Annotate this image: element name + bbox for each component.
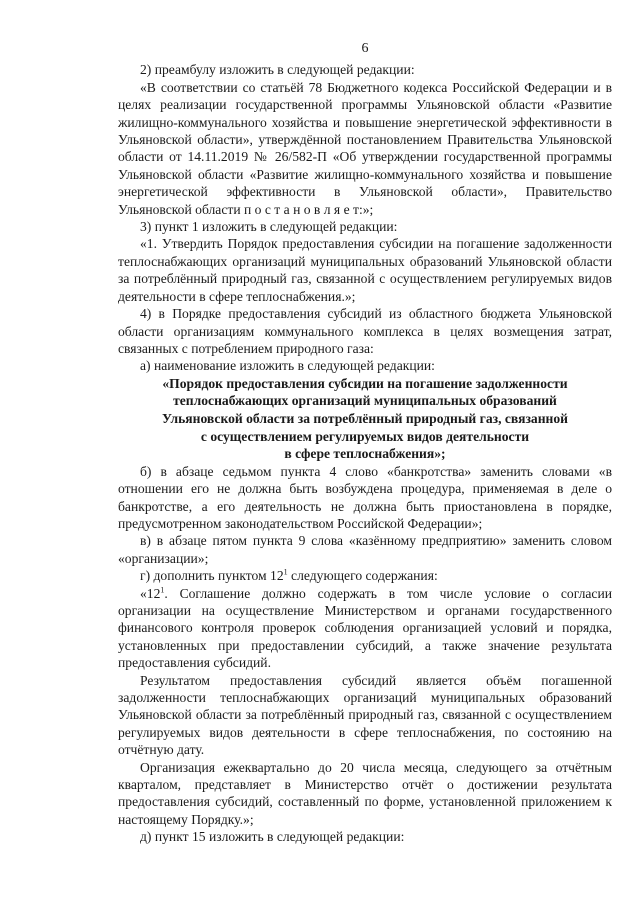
- paragraph-report-requirement: Организация ежеквартально до 20 числа месяца, следующего за отчётным кварталом, представляет в Министерство отчёт о достижении результата предоставления субсидий, составленный по форме, установленной приложением к настоящему Порядку.»;: [118, 759, 612, 827]
- paragraph-subpoint-a: а) наименование изложить в следующей редакции:: [140, 358, 435, 374]
- order-title-line: теплоснабжающих организаций муниципальных образований: [173, 393, 557, 409]
- paragraph-point12-1: [118, 585, 612, 672]
- superscript-index: 1: [160, 585, 165, 594]
- paragraph-point3-intro: 3) пункт 1 изложить в следующей редакции:: [140, 219, 398, 235]
- point12-1-text: . Соглашение должно содержать в том числе условие о согласии организации на осуществление Министерством и органами государственного финансового контроля проверок соблюдения организацией условий и порядка, установленных при предоставлении субсидий, а также значение результата предоставления субсидий.: [118, 585, 612, 671]
- point12-1-number: «12: [140, 585, 161, 601]
- paragraph-subpoint-d: д) пункт 15 изложить в следующей редакции:: [140, 829, 405, 845]
- paragraph-preamble-intro: 2) преамбулу изложить в следующей редакции:: [140, 62, 415, 78]
- order-title-line: в сфере теплоснабжения»;: [284, 446, 446, 462]
- superscript-index: 1: [283, 567, 288, 577]
- paragraph-point4-intro: 4) в Порядке предоставления субсидий из областного бюджета Ульяновской области организациям коммунального комплекса в целях возмещения затрат, связанных с потреблением природного газа:: [118, 306, 612, 356]
- order-title-line: «Порядок предоставления субсидии на погашение задолженности: [162, 375, 568, 391]
- paragraph-subpoint-v: в) в абзаце пятом пункта 9 слова «казённому предприятию» заменить словом «организации»;: [118, 533, 612, 566]
- order-title: [118, 375, 612, 463]
- paragraph-point1-text: «1. Утвердить Порядок предоставления субсидии на погашение задолженности теплоснабжающих организаций муниципальных образований Ульяновской области за потреблённый природный газ, связанной с осуществлением регулируемых видов деятельности в сфере теплоснабжения.»;: [118, 236, 612, 304]
- page-number: 6: [361, 41, 369, 56]
- order-title-line: с осуществлением регулируемых видов деятельности: [200, 428, 530, 444]
- subpoint-g-text-end: следующего содержания:: [287, 568, 438, 584]
- document-page: [118, 40, 612, 846]
- subpoint-g-text: г) дополнить пунктом 12: [140, 568, 284, 584]
- paragraph-preamble-text: «В соответствии со статьёй 78 Бюджетного кодекса Российской Федерации и в целях реализации государственной программы Ульяновской области «Развитие жилищно-коммунального хозяйства и повышение энергетической эффективности в Ульяновской области», утверждённой постановлением Правительства Ульяновской области от 14.11.2019 № 26/582-П «Об утверждении государственной программы Ульяновской области «Развитие жилищно-коммунального хозяйства и повышение энергетической эффективности в Ульяновской области», Правительство Ульяновской области п о с т а н о в л я е т:»;: [118, 79, 612, 217]
- order-title-line: Ульяновской области за потреблённый природный газ, связанной: [162, 410, 568, 426]
- paragraph-subpoint-b: б) в абзаце седьмом пункта 4 слово «банкротства» заменить словами «в отношении его не должна быть возбуждена процедура, применяемая в деле о банкротстве, а его деятельность не должна быть приостановлена в порядке, предусмотренном законодательством Российской Федерации»;: [118, 463, 612, 531]
- paragraph-result-definition: Результатом предоставления субсидий является объём погашенной задолженности теплоснабжающих организаций муниципальных образований Ульяновской области за потреблённый природный газ, связанной с осуществлением регулируемых видов деятельности в сфере теплоснабжения, по состоянию на отчётную дату.: [118, 672, 612, 758]
- paragraph-subpoint-g: [118, 567, 612, 584]
